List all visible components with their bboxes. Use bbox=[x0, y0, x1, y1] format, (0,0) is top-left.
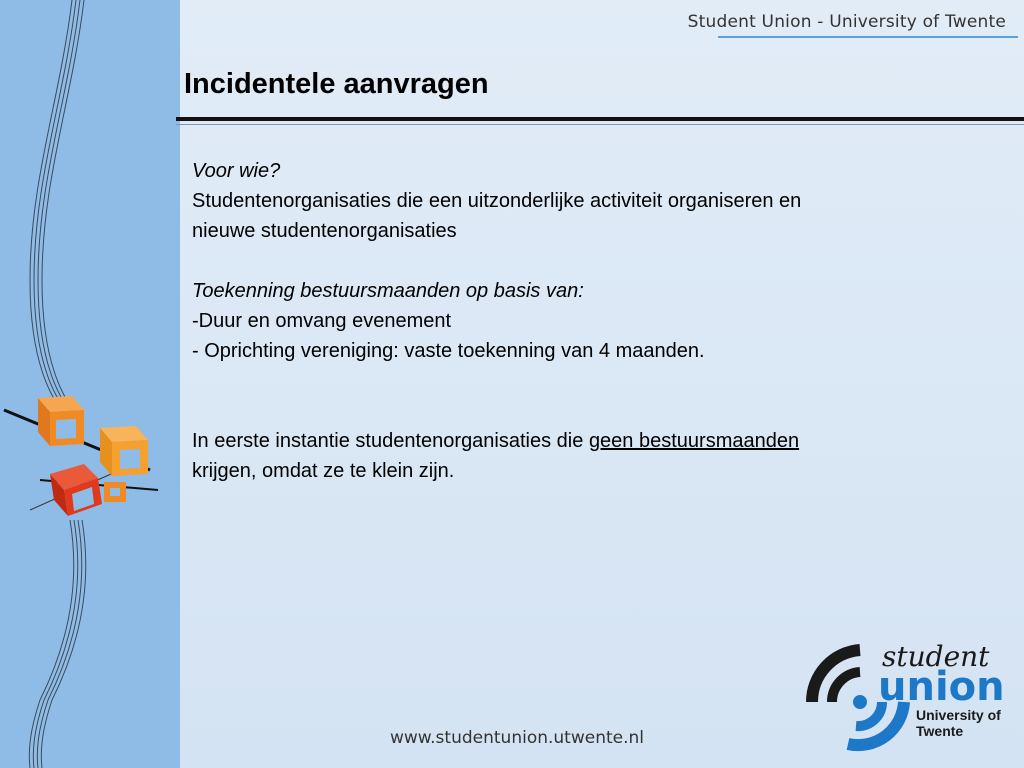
orange-cube-1 bbox=[38, 396, 84, 446]
logo-word-union: union bbox=[878, 664, 1005, 710]
note-text-1: In eerste instantie studentenorganisaties die bbox=[192, 430, 589, 452]
logo-word-student: student bbox=[882, 640, 990, 673]
answer-line-2: nieuwe studentenorganisaties bbox=[192, 220, 457, 242]
header-brand-underline bbox=[718, 36, 1018, 38]
note-underlined: geen bestuursmaanden bbox=[588, 430, 800, 452]
student-union-logo bbox=[800, 632, 1020, 762]
title-divider bbox=[176, 117, 1024, 121]
slide-title: Incidentele aanvragen bbox=[184, 68, 489, 100]
small-cube bbox=[104, 482, 126, 502]
orange-cube-2 bbox=[100, 426, 148, 476]
answer-line-1: Studentenorganisaties die een uitzonderlijke activiteit organiseren en bbox=[192, 190, 802, 212]
decor-graphic bbox=[0, 0, 180, 768]
bullet-duration: -Duur en omvang evenement bbox=[192, 310, 452, 332]
title-divider-thin bbox=[176, 124, 1024, 125]
slide-body bbox=[192, 156, 952, 486]
header-brand: Student Union - University of Twente bbox=[687, 12, 1006, 32]
bullet-founding: - Oprichting vereniging: vaste toekenning van 4 maanden. bbox=[192, 340, 705, 362]
allocation-heading: Toekenning bestuursmaanden op basis van: bbox=[192, 280, 584, 302]
left-decor-band bbox=[0, 0, 180, 768]
logo-sub-1: University of bbox=[916, 707, 1001, 723]
footer-url: www.studentunion.utwente.nl bbox=[390, 728, 644, 748]
note-line-2: krijgen, omdat ze te klein zijn. bbox=[192, 460, 455, 482]
logo-sub-2: Twente bbox=[916, 723, 964, 739]
note-paragraph bbox=[192, 426, 952, 456]
question-who: Voor wie? bbox=[192, 160, 281, 182]
red-cube bbox=[50, 464, 102, 516]
